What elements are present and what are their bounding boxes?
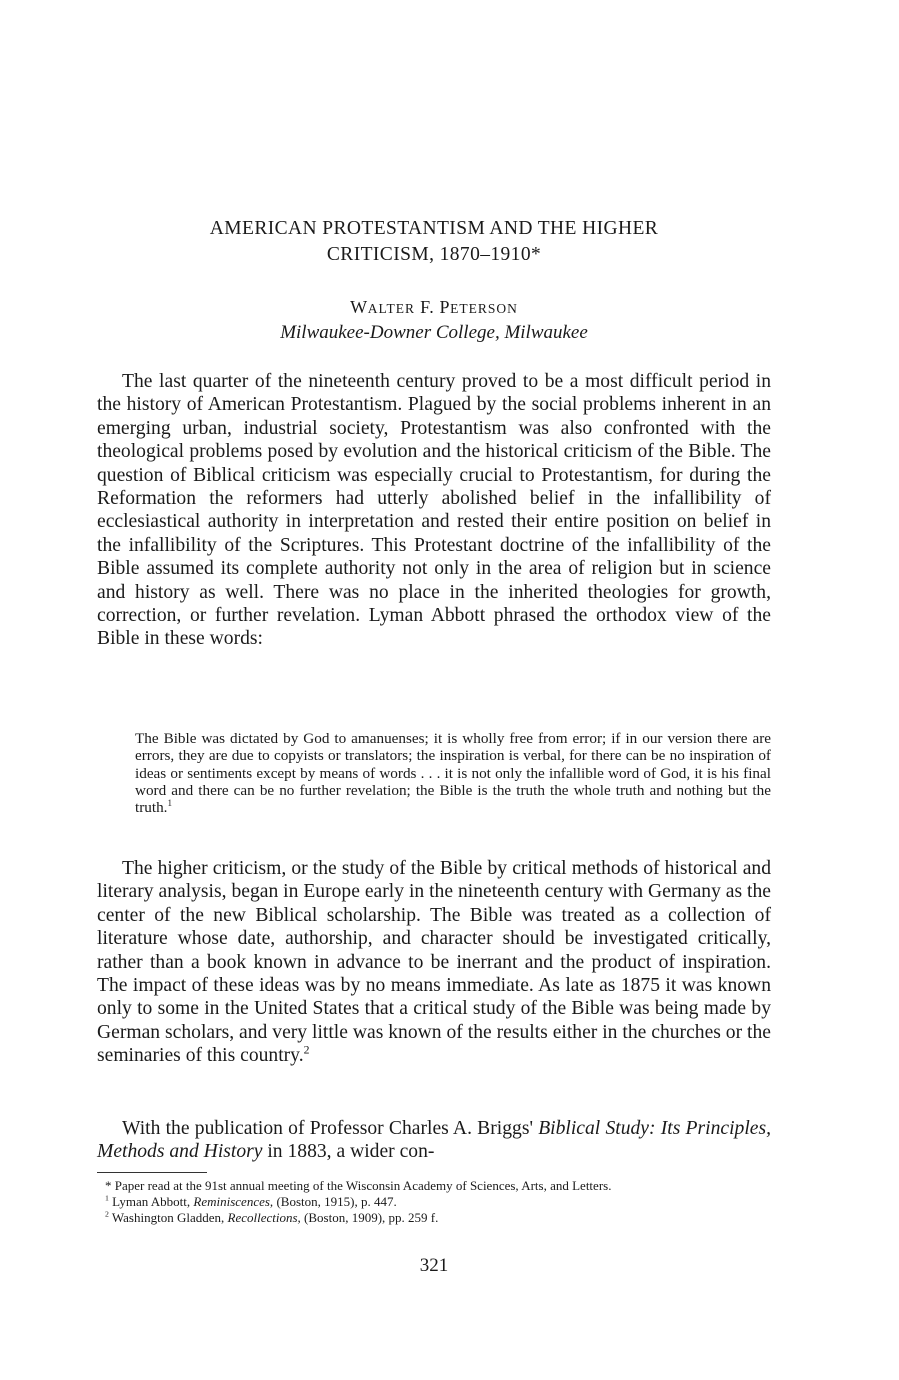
footnote-1: $^1$ Lyman Abbott, Reminiscences, (Boston, 1915), p. 447. (105, 1193, 397, 1209)
footnote-ref-2[interactable]: 2 (303, 1043, 310, 1057)
footnote-ref-1[interactable]: 1 (167, 798, 173, 809)
book-title: Biblical Study: Its Principles, Methods and History (97, 1118, 771, 1163)
block-quote: The Bible was dictated by God to amanuenses; it is wholly free from error; if in our version there are errors, they are due to copyists or translators; the inspiration is verbal, for there can be no inspiration of ideas or sentiments except by means of words . . . it is not only the infallible word of God, it is his final word and there can be no further revelation; the Bible is the truth the whole truth and nothing but the truth.$^1$ (135, 730, 771, 817)
title-line-1: AMERICAN PROTESTANTISM AND THE HIGHER (209, 218, 659, 239)
paragraph-1: The last quarter of the nineteenth century proved to be a most difficult period in the history of American Protestantism. Plagued by the social problems inherent in an emerging urban, industrial society, Protestantism was also confronted with the theological problems posed by evolution and the historical criticism of the Bible. The question of Biblical criticism was especially crucial to Protestantism, for during the Reformation the reformers had utterly abolished belief in the infallibility of ecclesiastical authority in interpretation and rested their entire position on belief in the infallibility of the Scriptures. This Protestant doctrine of the infallibility of the Bible assumed its complete authority not only in the area of religion but in science and history as well. There was no place in the inherited theologies for growth, correction, or further revelation. Lyman Abbott phrased the orthodox view of the Bible in these words: (97, 371, 771, 650)
title-line-2: CRITICISM, 1870–1910* (326, 244, 542, 265)
footnotes (97, 1178, 771, 1225)
footnote-2: $^2$ Washington Gladden, Recollections, (Boston, 1909), pp. 259 f. (105, 1209, 439, 1225)
footnote-star: * Paper read at the 91st annual meeting of the Wisconsin Academy of Sciences, Arts, and Letters. (105, 1178, 612, 1193)
page-number: 321 (419, 1255, 449, 1276)
paragraph-3: With the publication of Professor Charles A. Briggs' Biblical Study: Its Principles, Methods and History in 1883, a wider con- (97, 1118, 771, 1163)
footnote-divider (97, 1172, 207, 1173)
author-affiliation: Milwaukee-Downer College, Milwaukee (280, 322, 588, 343)
article-title (97, 216, 771, 268)
author-name: WALTER F. PETERSON (350, 297, 518, 317)
paragraph-2: The higher criticism, or the study of the Bible by critical methods of historical and literary analysis, began in Europe early in the nineteenth century with Germany as the center of the new Biblical scholarship. The Bible was treated as a collection of literature whose date, authorship, and character should be investigated critically, rather than a book known in advance to be inerrant and the product of inspiration. The impact of these ideas was by no means immediate. As late as 1875 it was known only to some in the United States that a critical study of the Bible was being made by German scholars, and very little was known of the results either in the churches or the seminaries of this country.$^2$ (97, 858, 771, 1067)
